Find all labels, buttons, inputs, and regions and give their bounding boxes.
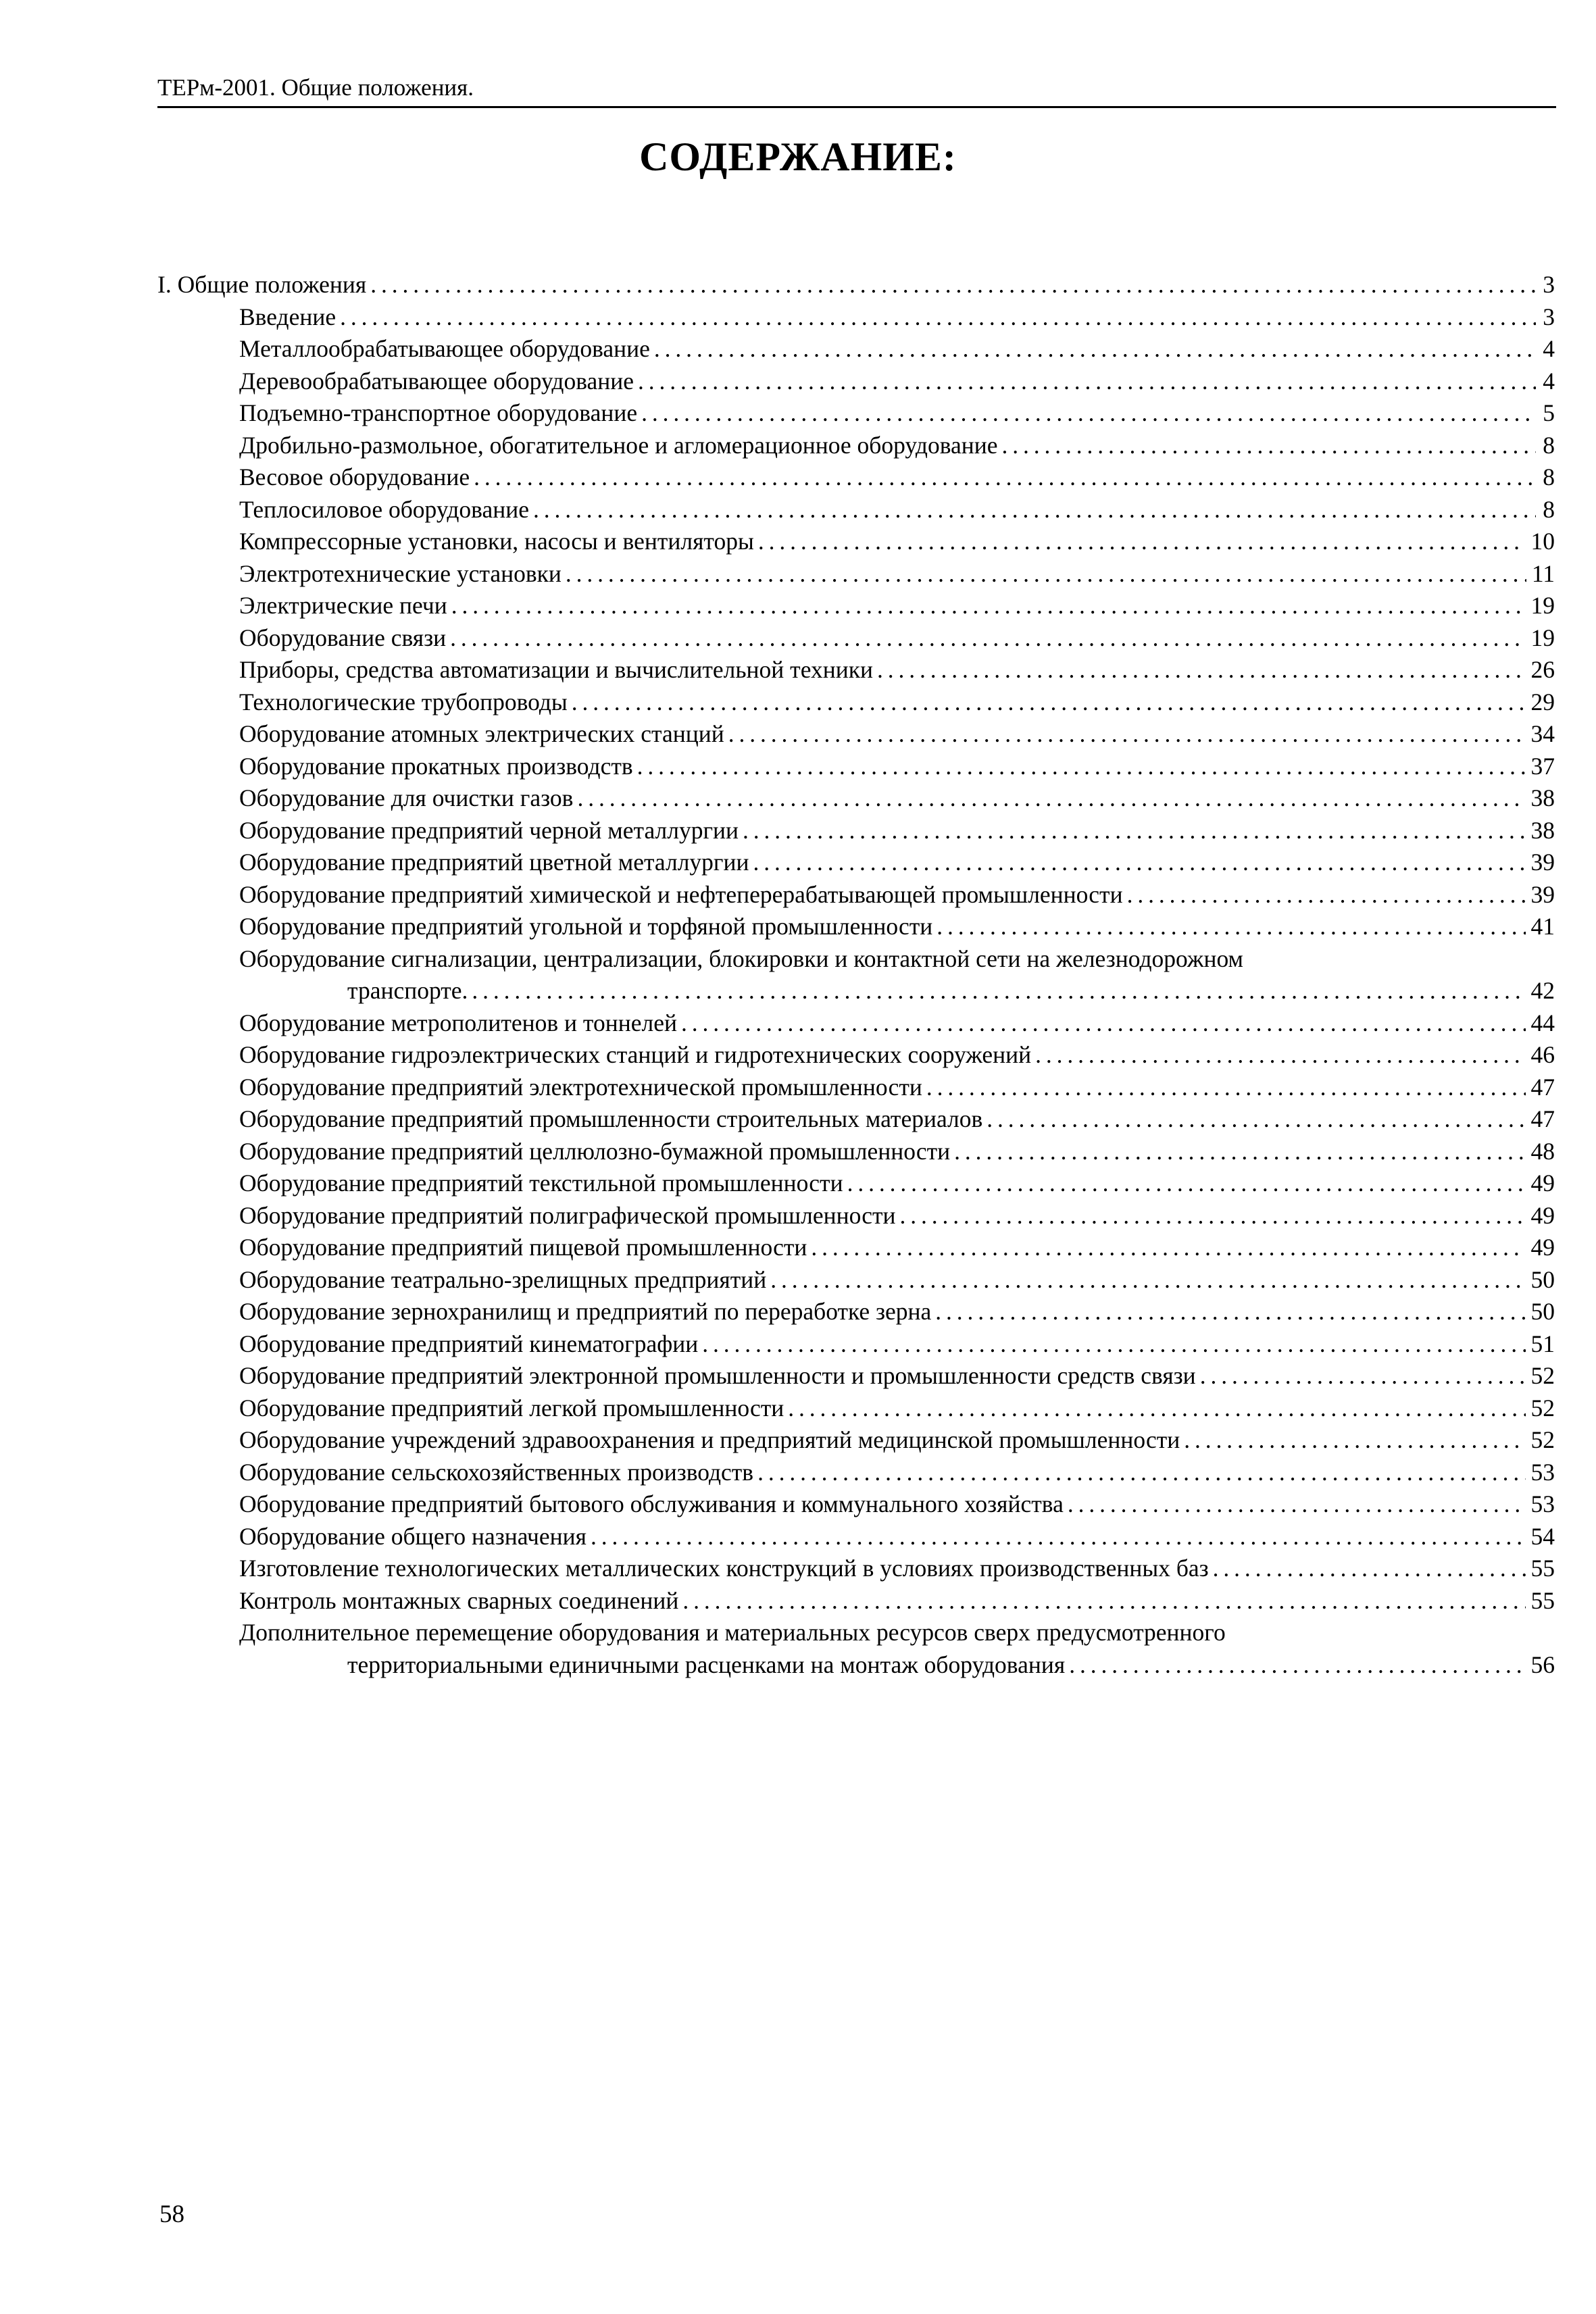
page-title: СОДЕРЖАНИЕ: <box>639 134 957 179</box>
toc-entry-label: Технологические трубопроводы <box>239 688 568 715</box>
dot-leader <box>753 847 1525 879</box>
toc-entry[interactable] <box>157 1232 1555 1264</box>
toc-entry-label: Весовое оборудование <box>239 463 470 491</box>
toc-entry-label: I. Общие положения <box>157 271 367 298</box>
toc-entry[interactable] <box>157 1136 1555 1168</box>
toc-entry-multiline[interactable] <box>157 1617 1555 1681</box>
toc-entry-label: Оборудование атомных электрических станций <box>239 720 724 747</box>
toc-entry-label: Оборудование сельскохозяйственных производств <box>239 1458 754 1486</box>
toc-entry-page: 8 <box>1543 463 1555 491</box>
toc-entry-label: Оборудование предприятий бытового обслуживания и коммунального хозяйства <box>239 1490 1064 1517</box>
dot-leader <box>533 494 1536 526</box>
dot-leader <box>641 397 1536 430</box>
toc-entry[interactable] <box>157 815 1555 847</box>
dot-leader <box>654 333 1536 366</box>
toc-entry-label: Оборудование гидроэлектрических станций и гидротехнических сооружений <box>239 1041 1032 1068</box>
toc-entry-label: Оборудование предприятий кинематографии <box>239 1330 699 1357</box>
toc-entry-page: 38 <box>1530 816 1555 844</box>
toc-entry-page: 3 <box>1543 271 1555 298</box>
toc-entry-page: 52 <box>1530 1426 1555 1453</box>
dot-leader <box>811 1232 1525 1264</box>
toc-entry[interactable] <box>157 718 1555 751</box>
dot-leader <box>987 1103 1525 1136</box>
toc-entry[interactable] <box>157 782 1555 815</box>
toc-entry[interactable] <box>157 1424 1555 1457</box>
dot-leader <box>935 1296 1525 1328</box>
dot-leader <box>743 815 1526 847</box>
dot-leader <box>702 1328 1525 1361</box>
toc-entry-label: Компрессорные установки, насосы и вентиляторы <box>239 528 754 555</box>
toc-entry[interactable] <box>157 1039 1555 1072</box>
dot-leader <box>577 782 1525 815</box>
dot-leader <box>770 1264 1525 1297</box>
dot-leader <box>954 1136 1525 1168</box>
toc-entry-page: 50 <box>1530 1265 1555 1293</box>
dot-leader <box>682 1585 1525 1617</box>
page-number: 58 <box>159 2200 184 2228</box>
toc-list-b <box>157 1007 1555 1617</box>
toc-entry-page: 55 <box>1530 1555 1555 1582</box>
toc-entry-page: 29 <box>1530 688 1555 715</box>
toc-list-a <box>157 301 1555 943</box>
toc-entry-page: 26 <box>1530 656 1555 683</box>
toc-entry-page: 50 <box>1530 1298 1555 1325</box>
toc-entry-page: 49 <box>1530 1234 1555 1261</box>
toc-entry-label-line1: Оборудование сигнализации, централизации, блокировки и контактной сети на железнодорожном <box>239 945 1243 972</box>
toc-entry[interactable] <box>157 686 1555 719</box>
dot-leader <box>937 911 1525 943</box>
dot-leader <box>591 1521 1526 1553</box>
toc-entry-page: 37 <box>1530 752 1555 780</box>
toc-entry-label: Электрические печи <box>239 592 447 619</box>
running-header: ТЕРм-2001. Общие положения. <box>157 74 474 101</box>
toc-entry-page: 8 <box>1543 431 1555 459</box>
toc-entry[interactable] <box>157 430 1555 462</box>
toc-entry[interactable] <box>157 654 1555 686</box>
toc-entry-label: Изготовление технологических металлических конструкций в условиях производственных баз <box>239 1555 1209 1582</box>
toc-entry-page: 39 <box>1530 849 1555 876</box>
toc-entry-page: 34 <box>1530 720 1555 747</box>
dot-leader <box>1002 430 1536 462</box>
dot-leader <box>877 654 1526 686</box>
dot-leader <box>926 1072 1526 1104</box>
toc-section-entry[interactable] <box>157 269 1555 301</box>
toc-entry-label: Оборудование предприятий полиграфической промышленности <box>239 1201 896 1229</box>
toc-entry-label: Электротехнические установки <box>239 559 562 587</box>
toc-entry-label: Оборудование предприятий промышленности строительных материалов <box>239 1105 983 1132</box>
dot-leader <box>847 1167 1526 1200</box>
dot-leader <box>1213 1553 1526 1585</box>
toc-entry-label: Оборудование предприятий химической и нефтеперерабатывающей промышленности <box>239 880 1123 908</box>
toc-entry[interactable] <box>157 751 1555 783</box>
toc-entry-label: Оборудование предприятий черной металлургии <box>239 816 739 844</box>
toc-entry-page: 48 <box>1530 1137 1555 1165</box>
toc-entry[interactable] <box>157 1360 1555 1392</box>
toc-entry-page: 3 <box>1543 303 1555 330</box>
toc-entry-page: 44 <box>1530 1009 1555 1036</box>
dot-leader <box>1200 1360 1526 1392</box>
toc-entry-page: 41 <box>1530 913 1555 940</box>
toc-entry[interactable] <box>157 1072 1555 1104</box>
toc-entry[interactable] <box>157 1296 1555 1328</box>
toc-entry-label: Оборудование предприятий цветной металлургии <box>239 849 749 876</box>
toc-entry[interactable] <box>157 1200 1555 1232</box>
toc-entry[interactable] <box>157 1103 1555 1136</box>
toc-entry[interactable] <box>157 1264 1555 1297</box>
toc-entry[interactable] <box>157 590 1555 622</box>
dot-leader <box>728 718 1526 751</box>
toc-entry-page: 53 <box>1530 1490 1555 1517</box>
header-divider <box>157 106 1556 108</box>
toc-entry-page: 39 <box>1530 880 1555 908</box>
toc-entry-page: 4 <box>1543 367 1555 395</box>
toc-entry-page: 49 <box>1530 1201 1555 1229</box>
table-of-contents <box>157 269 1555 1681</box>
toc-entry[interactable] <box>157 461 1555 494</box>
toc-entry[interactable] <box>157 1553 1555 1585</box>
toc-entry-page: 54 <box>1530 1522 1555 1550</box>
toc-entry[interactable] <box>157 558 1555 590</box>
dot-leader <box>370 269 1536 301</box>
dot-leader <box>572 686 1526 719</box>
toc-entry-label: Оборудование связи <box>239 624 447 651</box>
dot-leader <box>758 526 1526 558</box>
toc-entry-label: Оборудование прокатных производств <box>239 752 633 780</box>
toc-entry-page: 52 <box>1530 1362 1555 1389</box>
toc-entry[interactable] <box>157 1007 1555 1040</box>
toc-entry[interactable] <box>157 1167 1555 1200</box>
toc-entry-label: Оборудование предприятий легкой промышленности <box>239 1394 784 1422</box>
toc-entry-label: Оборудование предприятий текстильной промышленности <box>239 1169 843 1197</box>
dot-leader <box>638 366 1536 398</box>
dot-leader <box>1068 1488 1526 1521</box>
toc-entry-page: 49 <box>1530 1169 1555 1197</box>
toc-entry-page: 42 <box>1530 977 1555 1004</box>
toc-entry-multiline[interactable] <box>157 943 1555 1007</box>
toc-entry[interactable] <box>157 879 1555 911</box>
toc-entry-label: Оборудование предприятий электротехнической промышленности <box>239 1073 922 1101</box>
toc-entry-label: Теплосиловое оборудование <box>239 495 529 523</box>
toc-entry-page: 4 <box>1543 335 1555 362</box>
toc-entry-label-line1: Дополнительное перемещение оборудования и материальных ресурсов сверх предусмотренного <box>239 1619 1226 1646</box>
toc-entry[interactable] <box>157 1328 1555 1361</box>
toc-entry[interactable] <box>157 622 1555 655</box>
toc-entry-page: 19 <box>1530 592 1555 619</box>
dot-leader <box>1127 879 1526 911</box>
dot-leader <box>566 558 1526 590</box>
toc-entry-label: Деревообрабатывающее оборудование <box>239 367 634 395</box>
dot-leader <box>472 975 1525 1007</box>
toc-entry-page: 5 <box>1543 399 1555 426</box>
toc-entry-label: Оборудование предприятий пищевой промышленности <box>239 1234 807 1261</box>
dot-leader <box>451 590 1526 622</box>
toc-entry[interactable] <box>157 333 1555 366</box>
toc-entry-page: 55 <box>1530 1586 1555 1614</box>
dot-leader <box>450 622 1525 655</box>
toc-entry-page: 52 <box>1530 1394 1555 1422</box>
toc-entry-page: 38 <box>1530 784 1555 811</box>
toc-entry-label: Оборудование предприятий целлюлозно-бумажной промышленности <box>239 1137 951 1165</box>
toc-entry-label: Подъемно-транспортное оборудование <box>239 399 638 426</box>
dot-leader <box>474 461 1536 494</box>
dot-leader <box>1069 1649 1525 1682</box>
toc-entry-label: Оборудование метрополитенов и тоннелей <box>239 1009 677 1036</box>
toc-entry-label: Оборудование предприятий электронной промышленности и промышленности средств связи <box>239 1362 1196 1389</box>
toc-entry[interactable] <box>157 494 1555 526</box>
toc-entry-page: 47 <box>1530 1073 1555 1101</box>
toc-entry-label: Оборудование для очистки газов <box>239 784 574 811</box>
toc-entry-page: 46 <box>1530 1041 1555 1068</box>
toc-entry-label: Металлообрабатывающее оборудование <box>239 335 650 362</box>
dot-leader <box>757 1457 1525 1489</box>
toc-entry-label-line2: территориальными единичными расценками на монтаж оборудования <box>347 1651 1066 1678</box>
dot-leader <box>900 1200 1526 1232</box>
dot-leader <box>1184 1424 1525 1457</box>
toc-entry[interactable] <box>157 366 1555 398</box>
toc-entry-page: 53 <box>1530 1458 1555 1486</box>
toc-entry-page: 47 <box>1530 1105 1555 1132</box>
toc-entry-page: 19 <box>1530 624 1555 651</box>
toc-entry[interactable] <box>157 397 1555 430</box>
toc-entry-label: Оборудование учреждений здравоохранения и предприятий медицинской промышленности <box>239 1426 1180 1453</box>
toc-entry-label: Оборудование театрально-зрелищных предприятий <box>239 1265 767 1293</box>
toc-entry[interactable] <box>157 1521 1555 1553</box>
toc-entry-label: Оборудование зернохранилищ и предприятий по переработке зерна <box>239 1298 932 1325</box>
toc-entry[interactable] <box>157 1457 1555 1489</box>
toc-entry[interactable] <box>157 1585 1555 1617</box>
toc-entry-label: Оборудование предприятий угольной и торфяной промышленности <box>239 913 933 940</box>
toc-entry-label-line2: транспорте. <box>347 977 468 1004</box>
toc-entry-label: Оборудование общего назначения <box>239 1522 587 1550</box>
dot-leader <box>681 1007 1526 1040</box>
toc-entry-page: 8 <box>1543 495 1555 523</box>
dot-leader <box>788 1392 1525 1425</box>
toc-entry-label: Введение <box>239 303 336 330</box>
toc-entry[interactable] <box>157 847 1555 879</box>
toc-entry[interactable] <box>157 1488 1555 1521</box>
toc-entry[interactable] <box>157 526 1555 558</box>
dot-leader <box>340 301 1536 334</box>
toc-entry[interactable] <box>157 1392 1555 1425</box>
toc-entry-label: Контроль монтажных сварных соединений <box>239 1586 679 1614</box>
toc-entry-page: 56 <box>1530 1651 1555 1678</box>
dot-leader <box>1035 1039 1525 1072</box>
toc-entry-page: 10 <box>1530 528 1555 555</box>
toc-entry-page: 51 <box>1530 1330 1555 1357</box>
dot-leader <box>637 751 1526 783</box>
toc-entry[interactable] <box>157 911 1555 943</box>
toc-entry[interactable] <box>157 301 1555 334</box>
toc-entry-label: Приборы, средства автоматизации и вычислительной техники <box>239 656 873 683</box>
toc-entry-label: Дробильно-размольное, обогатительное и агломерационное оборудование <box>239 431 998 459</box>
toc-entry-page: 11 <box>1531 559 1555 587</box>
